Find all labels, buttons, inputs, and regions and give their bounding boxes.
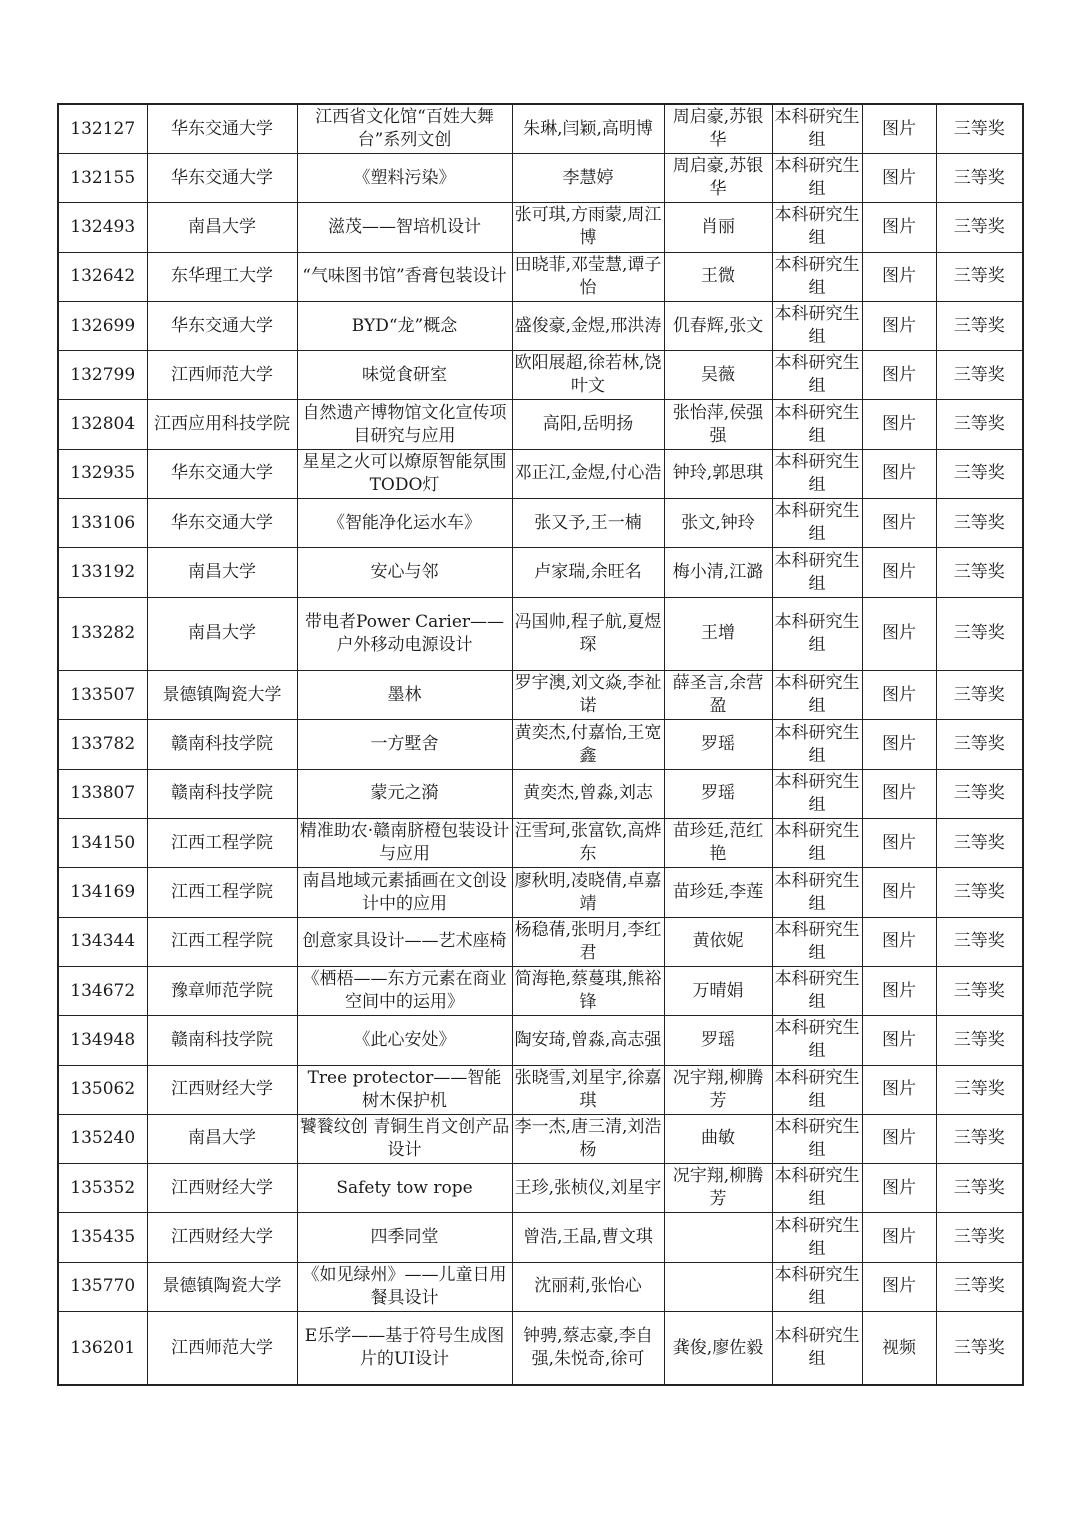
school-cell: 南昌大学: [147, 203, 297, 252]
award-level-cell: 三等奖: [936, 548, 1023, 597]
work-title-cell: E乐学——基于符号生成图片的UI设计: [297, 1312, 512, 1386]
work-type-cell: 图片: [862, 1262, 936, 1311]
award-level-cell: 三等奖: [936, 720, 1023, 769]
group-cell: 本科研究生组: [772, 671, 862, 720]
work-title-cell: BYD“龙”概念: [297, 301, 512, 350]
work-type-cell: 图片: [862, 769, 936, 818]
authors-cell: 张晓雪,刘星宇,徐嘉琪: [512, 1065, 664, 1114]
table-row: [58, 548, 1023, 597]
award-level-cell: 三等奖: [936, 252, 1023, 301]
table-row: [58, 671, 1023, 720]
award-level-cell: 三等奖: [936, 868, 1023, 917]
work-title-cell: 饕餮纹创 青铜生肖文创产品设计: [297, 1114, 512, 1163]
table-row: [58, 868, 1023, 917]
award-table-body: [58, 104, 1023, 1385]
work-type-cell: 图片: [862, 819, 936, 868]
group-cell: 本科研究生组: [772, 252, 862, 301]
advisor-cell: 王增: [664, 597, 772, 671]
award-level-cell: 三等奖: [936, 917, 1023, 966]
work-type-cell: 图片: [862, 720, 936, 769]
table-row: [58, 499, 1023, 548]
entry-id-cell: 134169: [58, 868, 147, 917]
table-row: [58, 1262, 1023, 1311]
school-cell: 江西财经大学: [147, 1065, 297, 1114]
authors-cell: 李慧婷: [512, 154, 664, 203]
authors-cell: 曾浩,王晶,曹文琪: [512, 1213, 664, 1262]
work-type-cell: 图片: [862, 154, 936, 203]
school-cell: 景德镇陶瓷大学: [147, 671, 297, 720]
award-table: [57, 103, 1024, 1386]
school-cell: 南昌大学: [147, 597, 297, 671]
advisor-cell: [664, 1262, 772, 1311]
group-cell: 本科研究生组: [772, 1213, 862, 1262]
school-cell: 江西应用科技学院: [147, 400, 297, 449]
advisor-cell: 苗珍廷,李莲: [664, 868, 772, 917]
award-level-cell: 三等奖: [936, 351, 1023, 400]
award-level-cell: 三等奖: [936, 1262, 1023, 1311]
advisor-cell: 黄依妮: [664, 917, 772, 966]
table-row: [58, 917, 1023, 966]
school-cell: 华东交通大学: [147, 301, 297, 350]
work-title-cell: 《栖梧——东方元素在商业空间中的运用》: [297, 966, 512, 1015]
work-type-cell: 图片: [862, 966, 936, 1015]
entry-id-cell: 133106: [58, 499, 147, 548]
work-type-cell: 图片: [862, 104, 936, 154]
table-row: [58, 1164, 1023, 1213]
entry-id-cell: 133807: [58, 769, 147, 818]
award-level-cell: 三等奖: [936, 671, 1023, 720]
work-title-cell: 《如见绿州》——儿童日用餐具设计: [297, 1262, 512, 1311]
award-level-cell: 三等奖: [936, 597, 1023, 671]
table-row: [58, 351, 1023, 400]
work-type-cell: 图片: [862, 597, 936, 671]
advisor-cell: 薛圣言,余营盈: [664, 671, 772, 720]
authors-cell: 黄奕杰,付嘉怡,王宽鑫: [512, 720, 664, 769]
school-cell: 江西工程学院: [147, 917, 297, 966]
group-cell: 本科研究生组: [772, 1262, 862, 1311]
table-row: [58, 400, 1023, 449]
group-cell: 本科研究生组: [772, 868, 862, 917]
work-title-cell: 四季同堂: [297, 1213, 512, 1262]
advisor-cell: 周启豪,苏银华: [664, 104, 772, 154]
award-level-cell: 三等奖: [936, 966, 1023, 1015]
group-cell: 本科研究生组: [772, 104, 862, 154]
work-title-cell: 南昌地域元素插画在文创设计中的应用: [297, 868, 512, 917]
authors-cell: 罗宇澳,刘文焱,李祉诺: [512, 671, 664, 720]
award-level-cell: 三等奖: [936, 154, 1023, 203]
entry-id-cell: 132127: [58, 104, 147, 154]
award-level-cell: 三等奖: [936, 1312, 1023, 1386]
work-type-cell: 图片: [862, 351, 936, 400]
advisor-cell: 梅小清,江潞: [664, 548, 772, 597]
work-title-cell: 味觉食研室: [297, 351, 512, 400]
work-title-cell: 精准助农·赣南脐橙包装设计与应用: [297, 819, 512, 868]
entry-id-cell: 133782: [58, 720, 147, 769]
group-cell: 本科研究生组: [772, 449, 862, 498]
advisor-cell: 罗瑶: [664, 720, 772, 769]
entry-id-cell: 134150: [58, 819, 147, 868]
work-title-cell: 安心与邻: [297, 548, 512, 597]
table-row: [58, 203, 1023, 252]
group-cell: 本科研究生组: [772, 1164, 862, 1213]
award-level-cell: 三等奖: [936, 499, 1023, 548]
advisor-cell: 况宇翔,柳腾芳: [664, 1065, 772, 1114]
work-title-cell: 创意家具设计——艺术座椅: [297, 917, 512, 966]
entry-id-cell: 135770: [58, 1262, 147, 1311]
work-type-cell: 图片: [862, 917, 936, 966]
award-level-cell: 三等奖: [936, 1164, 1023, 1213]
entry-id-cell: 132935: [58, 449, 147, 498]
work-title-cell: 《塑料污染》: [297, 154, 512, 203]
work-type-cell: 图片: [862, 1164, 936, 1213]
group-cell: 本科研究生组: [772, 769, 862, 818]
award-list-page: [57, 103, 1022, 1386]
group-cell: 本科研究生组: [772, 1312, 862, 1386]
authors-cell: 卢家瑞,余旺名: [512, 548, 664, 597]
group-cell: 本科研究生组: [772, 1114, 862, 1163]
work-title-cell: “气味图书馆”香膏包装设计: [297, 252, 512, 301]
authors-cell: 汪雪珂,张富钦,高烨东: [512, 819, 664, 868]
advisor-cell: 钟玲,郭思琪: [664, 449, 772, 498]
award-level-cell: 三等奖: [936, 1213, 1023, 1262]
table-row: [58, 966, 1023, 1015]
entry-id-cell: 133507: [58, 671, 147, 720]
group-cell: 本科研究生组: [772, 917, 862, 966]
table-row: [58, 154, 1023, 203]
authors-cell: 李一杰,唐三清,刘浩杨: [512, 1114, 664, 1163]
work-type-cell: 图片: [862, 203, 936, 252]
school-cell: 赣南科技学院: [147, 1016, 297, 1065]
group-cell: 本科研究生组: [772, 499, 862, 548]
advisor-cell: 肖丽: [664, 203, 772, 252]
table-row: [58, 720, 1023, 769]
school-cell: 江西财经大学: [147, 1213, 297, 1262]
school-cell: 江西师范大学: [147, 1312, 297, 1386]
work-type-cell: 图片: [862, 1065, 936, 1114]
work-type-cell: 图片: [862, 1213, 936, 1262]
work-type-cell: 视频: [862, 1312, 936, 1386]
award-level-cell: 三等奖: [936, 104, 1023, 154]
authors-cell: 高阳,岳明扬: [512, 400, 664, 449]
award-level-cell: 三等奖: [936, 203, 1023, 252]
award-level-cell: 三等奖: [936, 1065, 1023, 1114]
group-cell: 本科研究生组: [772, 720, 862, 769]
entry-id-cell: 132799: [58, 351, 147, 400]
group-cell: 本科研究生组: [772, 597, 862, 671]
table-row: [58, 104, 1023, 154]
advisor-cell: 罗瑶: [664, 769, 772, 818]
authors-cell: 朱琳,闫颖,高明博: [512, 104, 664, 154]
advisor-cell: 曲敏: [664, 1114, 772, 1163]
school-cell: 江西工程学院: [147, 868, 297, 917]
advisor-cell: 龚俊,廖佐毅: [664, 1312, 772, 1386]
group-cell: 本科研究生组: [772, 819, 862, 868]
authors-cell: 盛俊豪,金煜,邢洪涛: [512, 301, 664, 350]
authors-cell: 邓正江,金煜,付心浩: [512, 449, 664, 498]
award-level-cell: 三等奖: [936, 819, 1023, 868]
entry-id-cell: 133282: [58, 597, 147, 671]
authors-cell: 钟骋,蔡志豪,李自强,朱悦奇,徐可: [512, 1312, 664, 1386]
work-title-cell: 《此心安处》: [297, 1016, 512, 1065]
award-level-cell: 三等奖: [936, 301, 1023, 350]
work-title-cell: 星星之火可以燎原智能氛围TODO灯: [297, 449, 512, 498]
school-cell: 豫章师范学院: [147, 966, 297, 1015]
award-level-cell: 三等奖: [936, 449, 1023, 498]
school-cell: 南昌大学: [147, 548, 297, 597]
group-cell: 本科研究生组: [772, 203, 862, 252]
authors-cell: 陶安琦,曾淼,高志强: [512, 1016, 664, 1065]
work-title-cell: 自然遗产博物馆文化宣传项目研究与应用: [297, 400, 512, 449]
group-cell: 本科研究生组: [772, 548, 862, 597]
authors-cell: 欧阳展超,徐若林,饶叶文: [512, 351, 664, 400]
school-cell: 赣南科技学院: [147, 720, 297, 769]
work-type-cell: 图片: [862, 671, 936, 720]
award-level-cell: 三等奖: [936, 400, 1023, 449]
entry-id-cell: 134672: [58, 966, 147, 1015]
work-type-cell: 图片: [862, 499, 936, 548]
table-row: [58, 252, 1023, 301]
entry-id-cell: 132804: [58, 400, 147, 449]
work-title-cell: 滋茂——智培机设计: [297, 203, 512, 252]
school-cell: 东华理工大学: [147, 252, 297, 301]
work-type-cell: 图片: [862, 548, 936, 597]
award-level-cell: 三等奖: [936, 1016, 1023, 1065]
entry-id-cell: 134948: [58, 1016, 147, 1065]
entry-id-cell: 135240: [58, 1114, 147, 1163]
advisor-cell: 吴薇: [664, 351, 772, 400]
work-type-cell: 图片: [862, 400, 936, 449]
work-title-cell: 蒙元之漪: [297, 769, 512, 818]
authors-cell: 田晓菲,邓莹慧,谭子怡: [512, 252, 664, 301]
entry-id-cell: 132493: [58, 203, 147, 252]
group-cell: 本科研究生组: [772, 400, 862, 449]
group-cell: 本科研究生组: [772, 351, 862, 400]
table-row: [58, 1065, 1023, 1114]
advisor-cell: 周启豪,苏银华: [664, 154, 772, 203]
entry-id-cell: 133192: [58, 548, 147, 597]
work-title-cell: 江西省文化馆“百姓大舞台”系列文创: [297, 104, 512, 154]
school-cell: 华东交通大学: [147, 104, 297, 154]
entry-id-cell: 135435: [58, 1213, 147, 1262]
authors-cell: 简海艳,蔡蔓琪,熊裕锋: [512, 966, 664, 1015]
school-cell: 华东交通大学: [147, 499, 297, 548]
group-cell: 本科研究生组: [772, 1065, 862, 1114]
table-row: [58, 1114, 1023, 1163]
work-type-cell: 图片: [862, 1114, 936, 1163]
authors-cell: 廖秋明,凌晓倩,卓嘉靖: [512, 868, 664, 917]
school-cell: 赣南科技学院: [147, 769, 297, 818]
entry-id-cell: 135352: [58, 1164, 147, 1213]
school-cell: 华东交通大学: [147, 449, 297, 498]
work-title-cell: 带电者Power Carier——户外移动电源设计: [297, 597, 512, 671]
table-row: [58, 301, 1023, 350]
authors-cell: 张又予,王一楠: [512, 499, 664, 548]
group-cell: 本科研究生组: [772, 154, 862, 203]
table-row: [58, 769, 1023, 818]
work-title-cell: 墨林: [297, 671, 512, 720]
group-cell: 本科研究生组: [772, 301, 862, 350]
school-cell: 江西财经大学: [147, 1164, 297, 1213]
work-title-cell: Safety tow rope: [297, 1164, 512, 1213]
award-level-cell: 三等奖: [936, 1114, 1023, 1163]
school-cell: 南昌大学: [147, 1114, 297, 1163]
authors-cell: 王珍,张桢仪,刘星宇: [512, 1164, 664, 1213]
school-cell: 江西师范大学: [147, 351, 297, 400]
school-cell: 江西工程学院: [147, 819, 297, 868]
authors-cell: 黄奕杰,曾淼,刘志: [512, 769, 664, 818]
work-type-cell: 图片: [862, 868, 936, 917]
work-title-cell: 《智能净化运水车》: [297, 499, 512, 548]
advisor-cell: 罗瑶: [664, 1016, 772, 1065]
work-type-cell: 图片: [862, 252, 936, 301]
advisor-cell: 张文,钟玲: [664, 499, 772, 548]
advisor-cell: [664, 1213, 772, 1262]
advisor-cell: 苗珍廷,范红艳: [664, 819, 772, 868]
table-row: [58, 819, 1023, 868]
authors-cell: 冯国帅,程子航,夏煜琛: [512, 597, 664, 671]
group-cell: 本科研究生组: [772, 966, 862, 1015]
advisor-cell: 张怡萍,侯强强: [664, 400, 772, 449]
work-title-cell: Tree protector——智能树木保护机: [297, 1065, 512, 1114]
table-row: [58, 1016, 1023, 1065]
advisor-cell: 王微: [664, 252, 772, 301]
group-cell: 本科研究生组: [772, 1016, 862, 1065]
entry-id-cell: 135062: [58, 1065, 147, 1114]
work-type-cell: 图片: [862, 449, 936, 498]
school-cell: 华东交通大学: [147, 154, 297, 203]
award-level-cell: 三等奖: [936, 769, 1023, 818]
entry-id-cell: 132642: [58, 252, 147, 301]
work-type-cell: 图片: [862, 301, 936, 350]
table-row: [58, 597, 1023, 671]
advisor-cell: 况宇翔,柳腾芳: [664, 1164, 772, 1213]
authors-cell: 杨稳蒨,张明月,李红君: [512, 917, 664, 966]
advisor-cell: 仉春辉,张文: [664, 301, 772, 350]
authors-cell: 张可琪,方雨蒙,周江博: [512, 203, 664, 252]
entry-id-cell: 134344: [58, 917, 147, 966]
entry-id-cell: 136201: [58, 1312, 147, 1386]
table-row: [58, 449, 1023, 498]
entry-id-cell: 132155: [58, 154, 147, 203]
entry-id-cell: 132699: [58, 301, 147, 350]
authors-cell: 沈丽莉,张怡心: [512, 1262, 664, 1311]
advisor-cell: 万晴娟: [664, 966, 772, 1015]
work-title-cell: 一方墅舍: [297, 720, 512, 769]
school-cell: 景德镇陶瓷大学: [147, 1262, 297, 1311]
table-row: [58, 1213, 1023, 1262]
table-row: [58, 1312, 1023, 1386]
work-type-cell: 图片: [862, 1016, 936, 1065]
